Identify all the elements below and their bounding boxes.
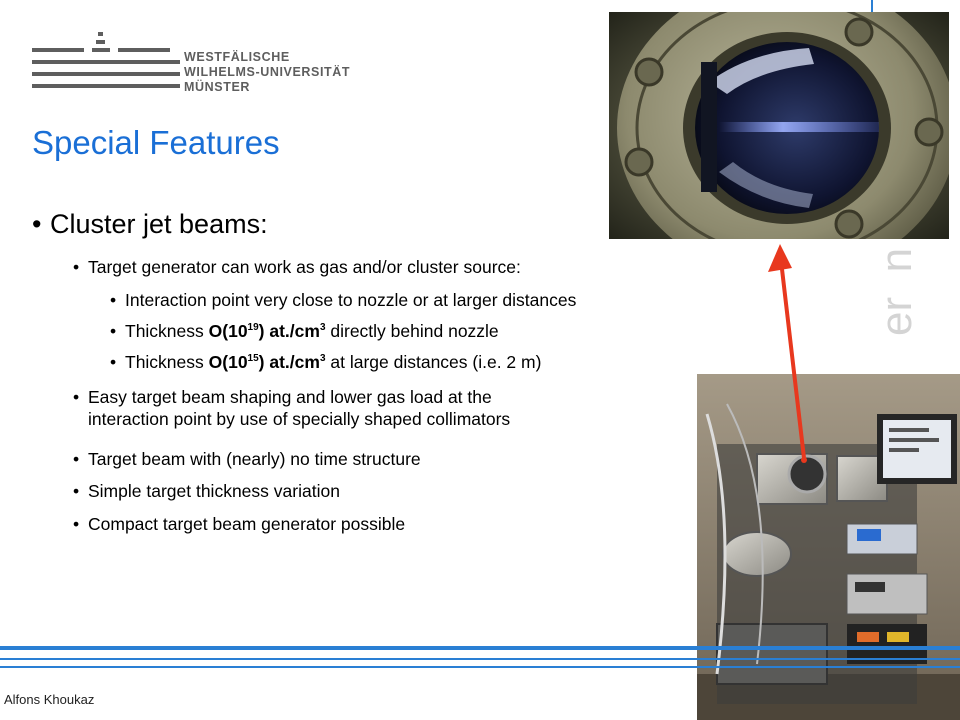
list-item-text: Target generator can work as gas and/or cluster source: bbox=[88, 257, 521, 277]
list-item: • Thickness $O(10^{15})$ $at./cm^3$ at large distances (i.e. 2 m) bbox=[110, 352, 542, 372]
list-item-text: Compact target beam generator possible bbox=[88, 514, 406, 534]
viewport-photo bbox=[609, 12, 949, 239]
list-item-text: Easy target beam shaping and lower gas load at the bbox=[88, 387, 492, 407]
bullet-dot: • bbox=[32, 209, 42, 239]
slide-title: Special Features bbox=[32, 124, 280, 161]
logo-line-1: WESTFÄLISCHE bbox=[184, 50, 290, 64]
logo-text bbox=[184, 50, 350, 95]
logo-mark-icon bbox=[32, 30, 182, 94]
list-item: • Target generator can work as gas and/or cluster source: bbox=[73, 257, 521, 277]
main-bullet bbox=[32, 209, 268, 240]
pointer-arrow-icon bbox=[760, 228, 820, 478]
list-item-text-continued: interaction point by use of specially shaped collimators bbox=[88, 409, 511, 429]
main-bullet-text: Cluster jet beams: bbox=[50, 209, 268, 239]
list-item-text: Thickness $O(10^{15})$ $at./cm^3$ at large distances (i.e. 2 m) bbox=[125, 352, 542, 372]
list-item-text: Interaction point very close to nozzle or at larger distances bbox=[125, 290, 577, 310]
list-item-text: Simple target thickness variation bbox=[88, 481, 340, 501]
list-item: • Thickness $O(10^{19})$ $at./cm^3$ directly behind nozzle bbox=[110, 321, 499, 341]
footer-decoration bbox=[0, 640, 960, 680]
logo-line-2: WILHELMS-UNIVERSITÄT bbox=[184, 65, 351, 79]
decorative-line bbox=[871, 0, 873, 12]
logo-line-3: MÜNSTER bbox=[184, 80, 251, 94]
list-item: • Simple target thickness variation bbox=[73, 481, 340, 501]
list-item: • Interaction point very close to nozzle or at larger distances bbox=[110, 290, 577, 310]
list-item: • Easy target beam shaping and lower gas load at the interaction point by use of specially shaped collimators bbox=[73, 387, 511, 429]
list-item: • Target beam with (nearly) no time structure bbox=[73, 449, 421, 469]
decorative-background-text: er n bbox=[872, 247, 921, 336]
list-item: • Compact target beam generator possible bbox=[73, 514, 406, 534]
list-item-text: Thickness $O(10^{19})$ $at./cm^3$ directly behind nozzle bbox=[125, 321, 499, 341]
footer-author: Alfons Khoukaz bbox=[4, 692, 95, 707]
viewport-photo-image bbox=[609, 12, 949, 239]
university-logo bbox=[32, 30, 351, 100]
list-item-text: Target beam with (nearly) no time structure bbox=[88, 449, 421, 469]
